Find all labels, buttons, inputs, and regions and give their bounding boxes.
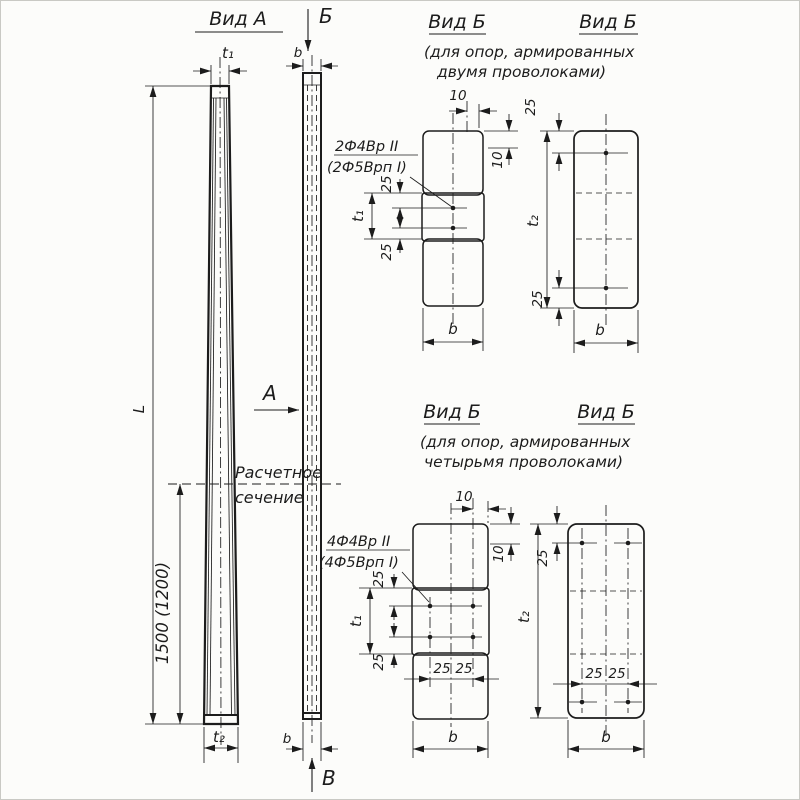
arrow-v-label: В [322,766,336,790]
detail2-side-dims [349,175,422,260]
detail4-subtitle-1: (для опор, армированных [420,433,631,451]
pole-b-body [303,55,321,743]
detail2-face-view [552,114,638,328]
dim-25-label: 25 [379,175,395,193]
detail2-title-right: Вид Б [579,11,637,33]
detail4-rebar-main: 4Ф4Вр II [327,534,391,550]
dim-25-label: 25 [371,653,387,671]
detail4-side-dims [347,570,412,670]
detail4-title-right: Вид Б [577,401,635,423]
dim-25-label: 25 [523,98,539,116]
detail4-title-left: Вид Б [423,401,481,423]
detail2-section-view [392,113,484,327]
pole-a-centerline [220,57,221,745]
detail2-rebar-alt: (2Ф5Врп I) [327,160,407,176]
detail4-dim-b [413,721,488,758]
detail-two-wires [327,11,638,353]
detail4-rebar-alt: (4Ф5Врп I) [319,555,399,571]
detail4-face-view [552,505,644,739]
pole-a-body [204,57,238,745]
view-a [130,8,341,763]
dim-25-label: 25 [371,570,387,588]
pole-side-view [254,4,338,792]
dim-t2-label: t₂ [213,728,225,746]
dim-L-label: L [130,404,148,414]
detail2-subtitle-1: (для опор, армированных [424,43,635,61]
arrow-a-label: А [263,381,277,405]
dim-t1-label: t₁ [347,615,365,627]
pole-a-dim-1500 [153,484,180,724]
direction-arrow-v-bottom [312,758,336,792]
detail-four-wires [319,401,657,758]
detail4-section-view [389,498,489,727]
dim-10-label: 10 [455,489,473,505]
design-section-caption-1: Расчетное [235,463,322,482]
dim-25-label: 25 [379,243,395,261]
pole-a-outline [204,86,238,724]
dim-25-label: 25 [455,661,473,677]
design-section-caption-2: сечение [235,488,304,507]
dim-10-label: 10 [490,151,506,169]
dim-25-label: 25 [585,666,603,682]
dim-b-label: b [601,728,611,746]
dim-t1-label: t₁ [222,44,234,62]
detail2-subtitle-2: двумя проволоками) [437,63,607,81]
dim-10-label: 10 [491,545,507,563]
detail4-spacing-dims [404,661,499,679]
dim-b-label: b [595,321,605,339]
direction-arrow-b-top [308,4,333,51]
pole-b-dim-b-bottom [283,722,338,761]
detail4-leader-line [402,572,429,602]
detail2-rebar-callout [327,139,452,207]
dim-t1-label: t₁ [349,210,367,222]
dim-25-label: 25 [608,666,626,682]
detail4-face-dims [515,506,657,758]
detail2-rebar-main: 2Ф4Вр II [335,139,399,155]
pole-a-dim-t2 [204,727,238,763]
dim-10-label: 10 [449,88,467,104]
dim-t2-label: t₂ [515,611,533,623]
arrow-b-top-label: Б [319,4,333,28]
dim-t2-label: t₂ [524,215,542,227]
dim-25-label: 25 [433,661,451,677]
detail4-subtitle-2: четырьмя проволоками) [424,453,624,471]
dim-b-top-label: b [293,45,303,61]
dim-b-label: b [448,728,458,746]
dim-length-label: 1500 (1200) [153,561,172,665]
dim-b-bottom-label: b [282,731,292,747]
view-a-title: Вид А [209,8,267,30]
design-section [168,463,341,507]
dim-b-label: b [448,320,458,338]
detail2-title-left: Вид Б [428,11,486,33]
pole-technical-drawing [1,1,799,799]
direction-arrow-a-side [254,381,299,410]
dim-25-label: 25 [535,549,551,567]
dim-25-label: 25 [530,290,546,308]
detail2-leader-line [410,177,452,207]
detail2-face-dims [523,98,638,353]
